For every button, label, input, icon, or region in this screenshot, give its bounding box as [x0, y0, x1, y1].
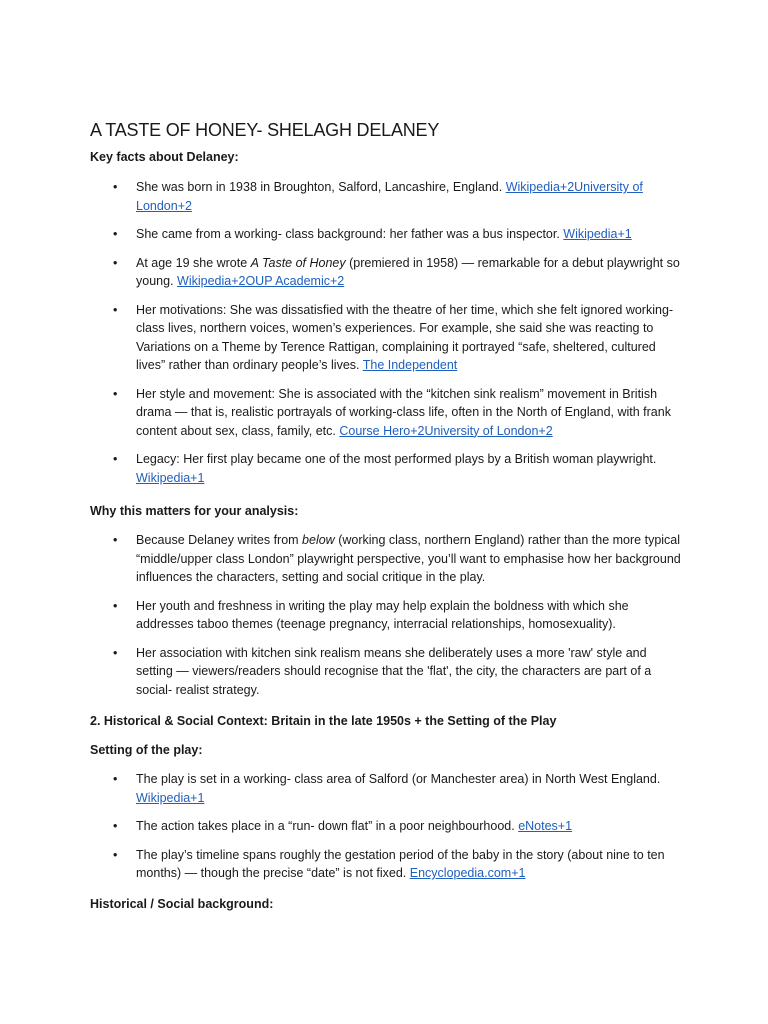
source-link[interactable]: eNotes+1 [518, 819, 573, 833]
item-text-continued: (working class, northern England) rather than the more typical “middle/upper class London” playwright perspective, you’ll want to emphasise how her background influences the characters, setting and social critique in the play. [136, 533, 681, 584]
bullet-icon: • [113, 180, 118, 194]
list-item-text [136, 644, 682, 700]
item-text: Her motivations: She was dissatisfied with the theatre of her time, which she felt ignored working- class lives, northern voices, women’s experiences. For example, she said she was reacting to Variations on a Theme by Terence Rattigan, complaining it portrayed “safe, sheltered, cultured lives” rather than ordinary people’s lives. [136, 302, 674, 372]
bullet-icon: • [113, 255, 118, 270]
bullet-icon: • [113, 386, 118, 401]
list-item-text [136, 254, 682, 291]
item-text: Her style and movement: She is associated with the “kitchen sink realism” movement in British drama — that is, realistic portrayals of working-class life, often in the North of England, with frank content about sex, class, family, etc. [136, 386, 671, 438]
item-text: She was born in 1938 in Broughton, Salford, Lancashire, England. [136, 180, 506, 194]
list-item-text [136, 450, 682, 487]
section-2-heading: 2. Historical & Social Context: Britain in the late 1950s + the Setting of the Play [90, 714, 557, 728]
item-text: Legacy: Her first play became one of the most performed plays by a British woman playwright. [136, 452, 657, 466]
list-item-text [136, 301, 682, 375]
list-item-text [136, 178, 682, 215]
list-item-text [136, 385, 682, 441]
source-link[interactable]: Wikipedia+1 [136, 790, 205, 805]
item-text: The action takes place in a “run- down flat” in a poor neighbourhood. [136, 819, 519, 833]
bullet-icon: • [113, 302, 118, 317]
setting-heading: Setting of the play: [90, 743, 203, 757]
list-item-text [136, 770, 682, 807]
list-item-text [136, 817, 682, 836]
item-text: Her association with kitchen sink realism means she deliberately uses a more 'raw' style and setting — viewers/readers should recognise that the 'flat', the city, the characters are part of a social- realist strategy. [136, 645, 652, 697]
item-text: Her youth and freshness in writing the play may help explain the boldness with which she addresses taboo themes (teenage pregnancy, interracial relationships, homosexuality). [136, 598, 629, 631]
list-item [0, 301, 768, 375]
list-item [0, 178, 768, 215]
item-emphasis: A Taste of Honey [250, 255, 346, 270]
item-text: The play is set in a working- class area of Salford (or Manchester area) in North West England. [136, 772, 661, 786]
bullet-icon: • [113, 533, 118, 547]
item-text: At age 19 she wrote [136, 255, 251, 270]
source-link[interactable]: Wikipedia+1 [563, 227, 632, 241]
list-item [0, 644, 768, 700]
list-item [0, 254, 768, 291]
document-title: A TASTE OF HONEY- SHELAGH DELANEY [90, 120, 440, 140]
list-item-text [136, 531, 682, 587]
list-item-text [136, 846, 682, 883]
item-emphasis: below [302, 533, 335, 547]
item-text: The play’s timeline spans roughly the gestation period of the baby in the story (about nine to ten months) — though the precise “date” is not fixed. [136, 847, 665, 880]
bullet-icon: • [113, 645, 118, 660]
item-text: Because Delaney writes from [136, 533, 303, 547]
list-item [0, 531, 768, 587]
list-item [0, 385, 768, 441]
why-heading: Why this matters for your analysis: [90, 504, 299, 518]
item-text: She came from a working- class background: her father was a bus inspector. [136, 227, 564, 241]
key-facts-list [0, 178, 768, 487]
bullet-icon: • [113, 452, 118, 466]
bullet-icon: • [113, 847, 118, 862]
bullet-icon: • [113, 227, 118, 241]
why-list [0, 531, 768, 699]
source-link[interactable]: Wikipedia+2OUP Academic+2 [177, 274, 345, 288]
source-link[interactable]: Course Hero+2University of London+2 [339, 423, 553, 438]
bullet-icon: • [113, 598, 118, 613]
list-item [0, 770, 768, 807]
list-item [0, 817, 768, 836]
bullet-icon: • [113, 772, 118, 786]
list-item [0, 597, 768, 634]
source-link[interactable]: Wikipedia+1 [136, 470, 205, 485]
list-item-text [136, 597, 682, 634]
item-text-continued: (premiered in 1958) — remarkable for a debut playwright so young. [136, 255, 680, 288]
setting-list [0, 770, 768, 883]
list-item [0, 225, 768, 244]
source-link[interactable]: Encyclopedia.com+1 [409, 866, 526, 880]
source-link[interactable]: Wikipedia+2University of London+2 [136, 180, 643, 213]
key-facts-heading: Key facts about Delaney: [90, 150, 239, 164]
historical-background-heading: Historical / Social background: [90, 897, 274, 911]
list-item [0, 846, 768, 883]
list-item-text [136, 225, 682, 244]
bullet-icon: • [113, 819, 118, 833]
source-link[interactable]: The Independent [362, 358, 458, 372]
list-item [0, 450, 768, 487]
